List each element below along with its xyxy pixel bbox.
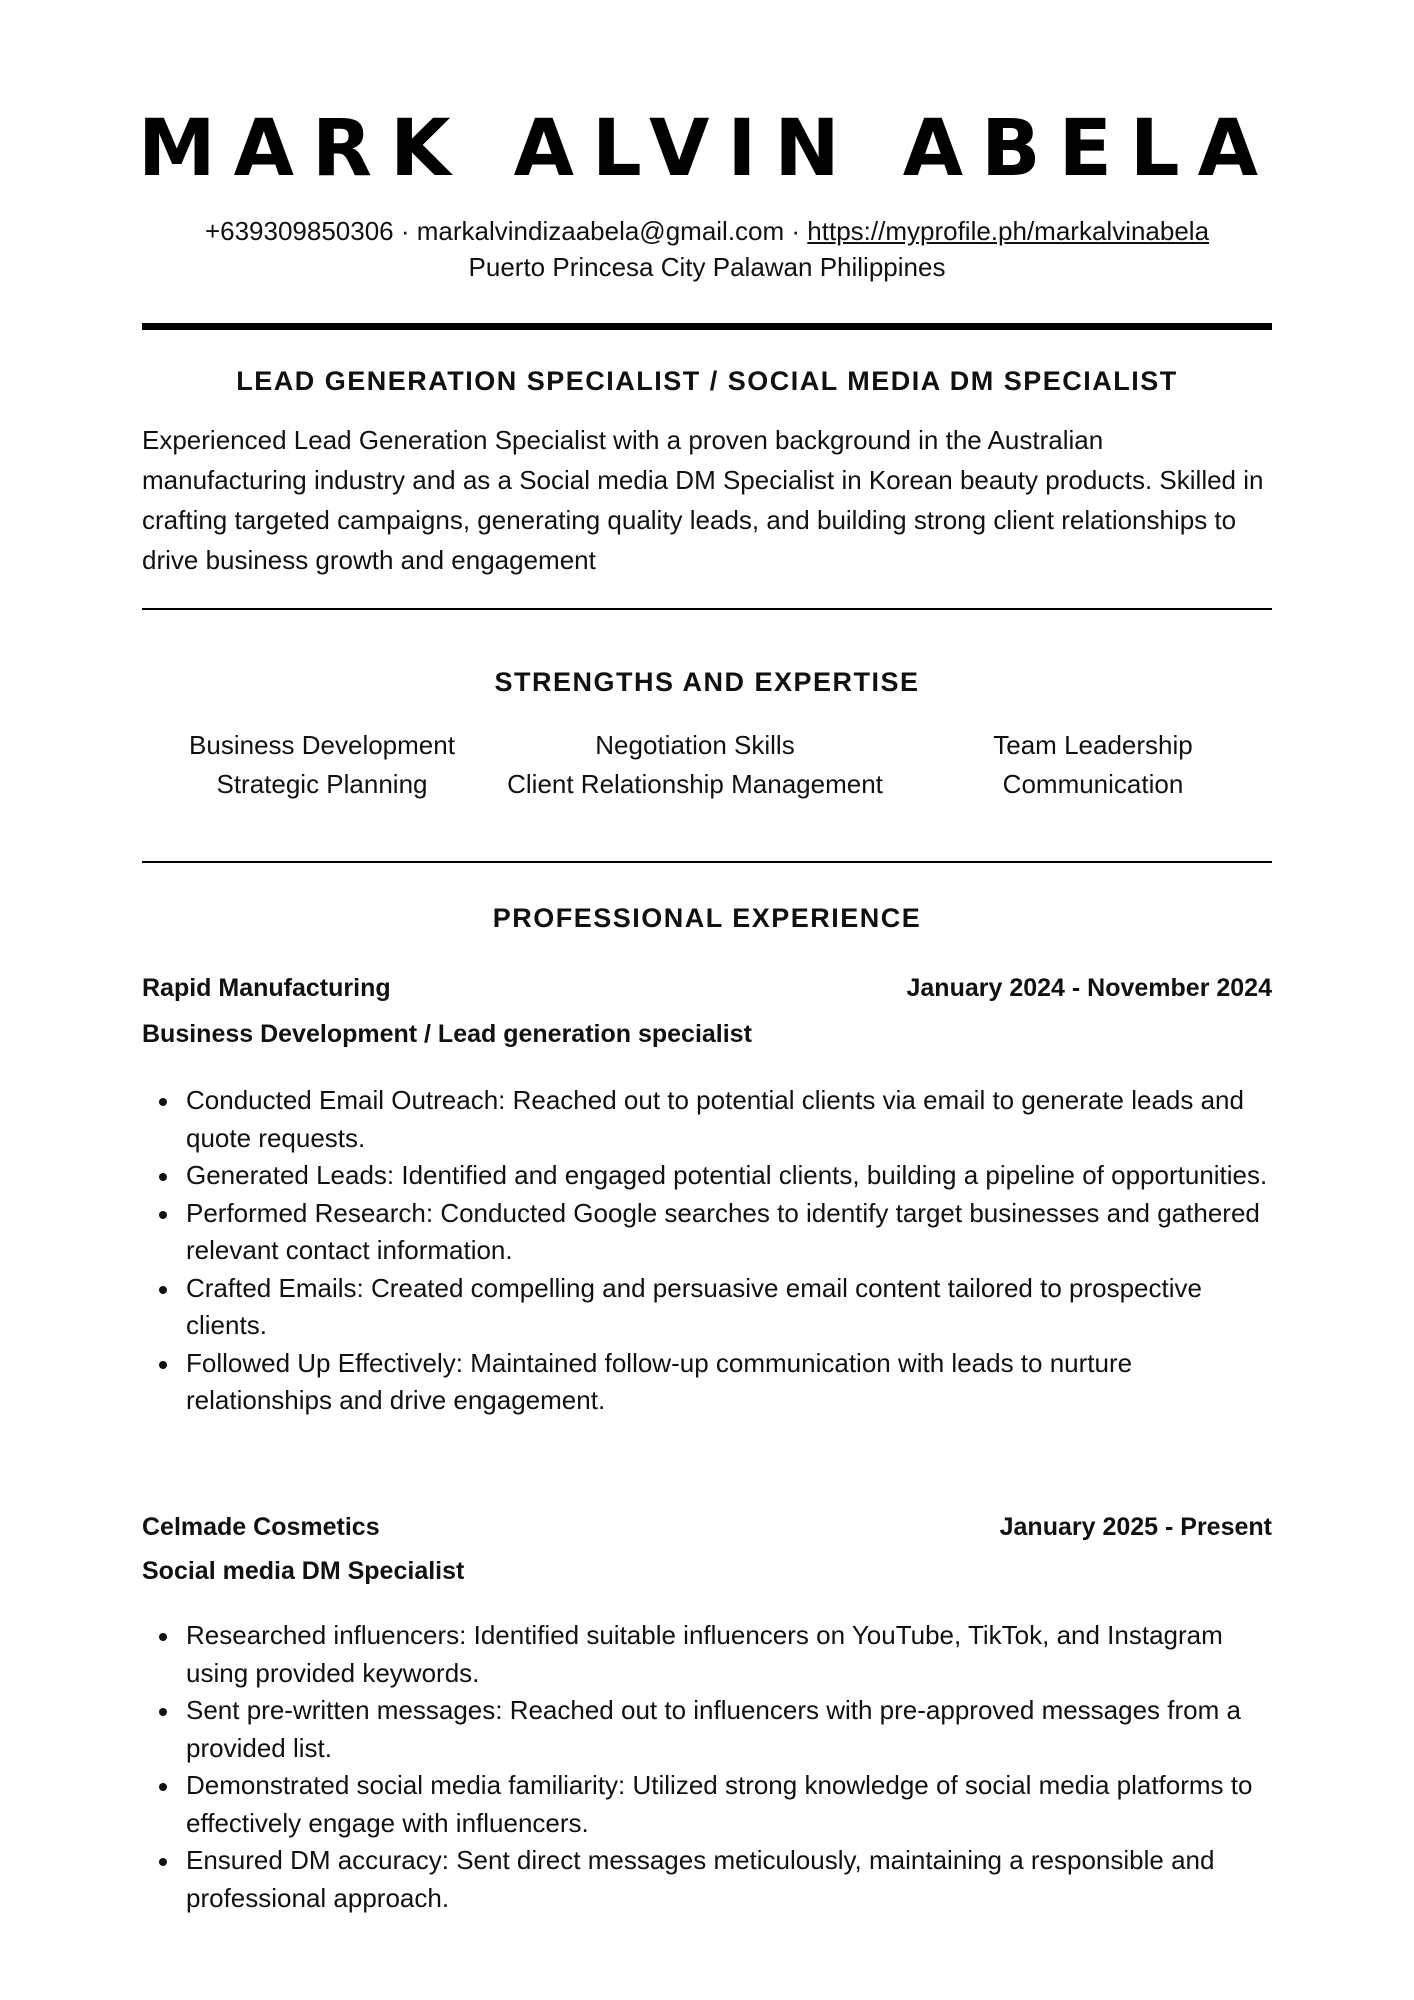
- job-bullet: Conducted Email Outreach: Reached out to potential clients via email to generate leads and quote requests.: [186, 1082, 1272, 1157]
- section-divider: [142, 608, 1272, 610]
- phone-number: +639309850306: [204, 216, 394, 246]
- strengths-heading: STRENGTHS AND EXPERTISE: [494, 667, 920, 697]
- skill-item: Client Relationship Management: [507, 769, 883, 799]
- job-bullet: Demonstrated social media familiarity: Utilized strong knowledge of social media platforms to effectively engage with influencers.: [186, 1767, 1272, 1842]
- header-divider: [142, 323, 1272, 330]
- job-bullet: Ensured DM accuracy: Sent direct messages meticulously, maintaining a responsible and professional approach.: [186, 1842, 1272, 1917]
- job-bullet-list: [142, 1617, 1272, 1917]
- job-title-heading: LEAD GENERATION SPECIALIST / SOCIAL MEDIA DM SPECIALIST: [236, 366, 1178, 396]
- job-bullet: Followed Up Effectively: Maintained follow-up communication with leads to nurture relationships and drive engagement.: [186, 1345, 1272, 1420]
- section-divider: [142, 861, 1272, 863]
- job-company: Celmade Cosmetics: [142, 1513, 380, 1541]
- skill-item: Negotiation Skills: [595, 730, 795, 760]
- job-company: Rapid Manufacturing: [142, 974, 391, 1002]
- profile-link[interactable]: https://myprofile.ph/markalvinabela: [807, 216, 1210, 246]
- job-dates: January 2025 - Present: [999, 1513, 1272, 1541]
- job-dates: January 2024 - November 2024: [906, 974, 1272, 1002]
- skill-item: Strategic Planning: [216, 769, 428, 799]
- job-bullet: Crafted Emails: Created compelling and persuasive email content tailored to prospective clients.: [186, 1270, 1272, 1345]
- job-bullet: Sent pre-written messages: Reached out to influencers with pre-approved messages from a provided list.: [186, 1692, 1272, 1767]
- job-role: Social media DM Specialist: [142, 1557, 465, 1585]
- experience-heading: PROFESSIONAL EXPERIENCE: [492, 903, 922, 933]
- skill-item: Communication: [1002, 769, 1184, 799]
- location-line: Puerto Princesa City Palawan Philippines: [468, 252, 946, 282]
- job-bullet-list: [142, 1082, 1272, 1420]
- professional-summary: Experienced Lead Generation Specialist with a proven background in the Australian manufacturing industry and as a Social media DM Specialist in Korean beauty products. Skilled in crafting targeted campaigns, generating quality leads, and building strong client relationships to drive business growth and engagement: [142, 425, 1264, 575]
- skill-item: Team Leadership: [993, 730, 1193, 760]
- job-bullet: Performed Research: Conducted Google searches to identify target businesses and gathered relevant contact information.: [186, 1195, 1272, 1270]
- skill-item: Business Development: [189, 730, 455, 760]
- job-bullet: Researched influencers: Identified suitable influencers on YouTube, TikTok, and Instagram using provided keywords.: [186, 1617, 1272, 1692]
- contact-line: [0, 216, 1414, 247]
- email-address: markalvindizaabela@gmail.com: [416, 216, 785, 246]
- job-bullet: Generated Leads: Identified and engaged potential clients, building a pipeline of opportunities.: [186, 1157, 1272, 1195]
- job-role: Business Development / Lead generation specialist: [142, 1020, 752, 1048]
- contact-separator: ·: [393, 216, 417, 246]
- contact-separator: ·: [784, 216, 808, 246]
- candidate-name: MARK ALVIN ABELA: [138, 104, 1276, 194]
